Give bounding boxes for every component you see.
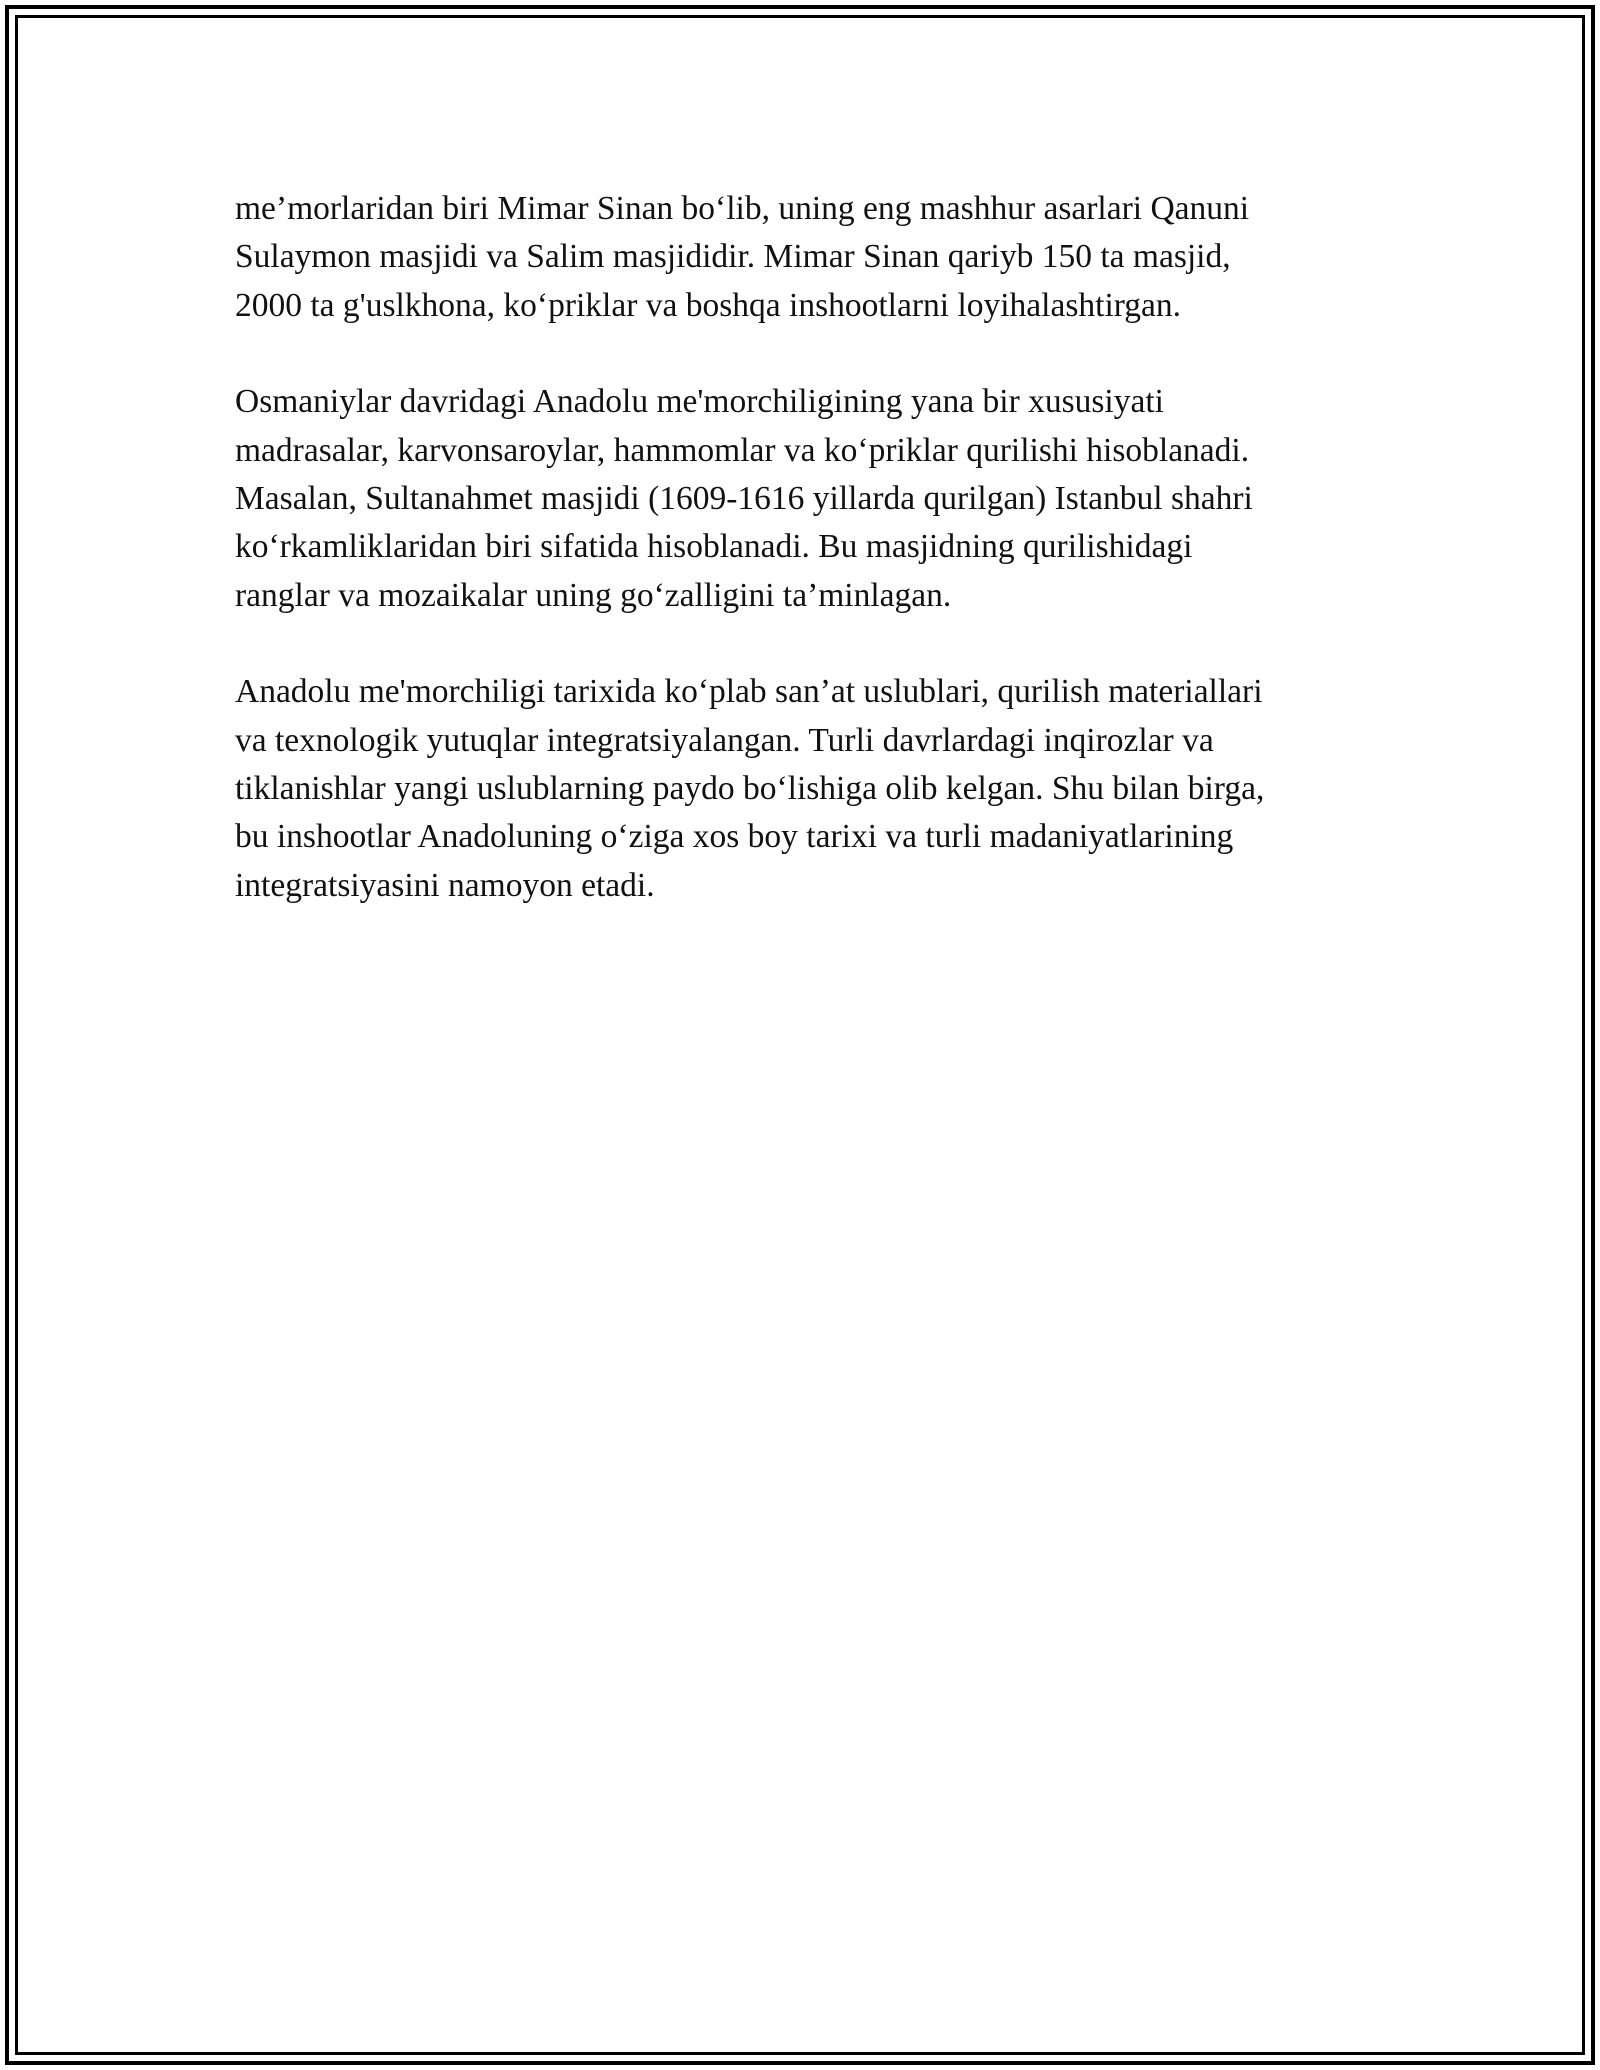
paragraph-3 <box>235 668 1365 910</box>
text-line: madrasalar, karvonsaroylar, hammomlar va ko‘priklar qurilishi hisoblanadi. <box>235 431 1250 469</box>
text-line: ranglar va mozaikalar uning go‘zalligini ta’minlagan. <box>235 576 952 614</box>
text-line: integratsiyasini namoyon etadi. <box>235 866 655 904</box>
text-line: 2000 ta g'uslkhona, ko‘priklar va boshqa inshootlarni loyihalashtirgan. <box>235 286 1182 324</box>
text-line: Anadolu me'morchiligi tarixida ko‘plab san’at uslublari, qurilish materiallari <box>235 673 1263 711</box>
paragraph-2 <box>235 378 1365 620</box>
text-line: Masalan, Sultanahmet masjidi (1609-1616 yillarda qurilgan) Istanbul shahri <box>235 480 1253 518</box>
text-line: Osmaniylar davridagi Anadolu me'morchiligining yana bir xususiyati <box>235 383 1164 421</box>
text-line: tiklanishlar yangi uslublarning paydo bo‘lishiga olib kelgan. Shu bilan birga, <box>235 770 1265 808</box>
text-line: ko‘rkamliklaridan biri sifatida hisoblanadi. Bu masjidning qurilishidagi <box>235 528 1193 566</box>
text-line: va texnologik yutuqlar integratsiyalangan. Turli davrlardagi inqirozlar va <box>235 721 1214 759</box>
text-line: bu inshootlar Anadoluning o‘ziga xos boy tarixi va turli madaniyatlarining <box>235 818 1234 856</box>
paragraph-1 <box>235 185 1365 330</box>
document-body <box>235 185 1365 958</box>
text-line: me’morlaridan biri Mimar Sinan bo‘lib, uning eng mashhur asarlari Qanuni <box>235 190 1250 227</box>
text-line: Sulaymon masjidi va Salim masjididir. Mimar Sinan qariyb 150 ta masjid, <box>235 238 1231 276</box>
